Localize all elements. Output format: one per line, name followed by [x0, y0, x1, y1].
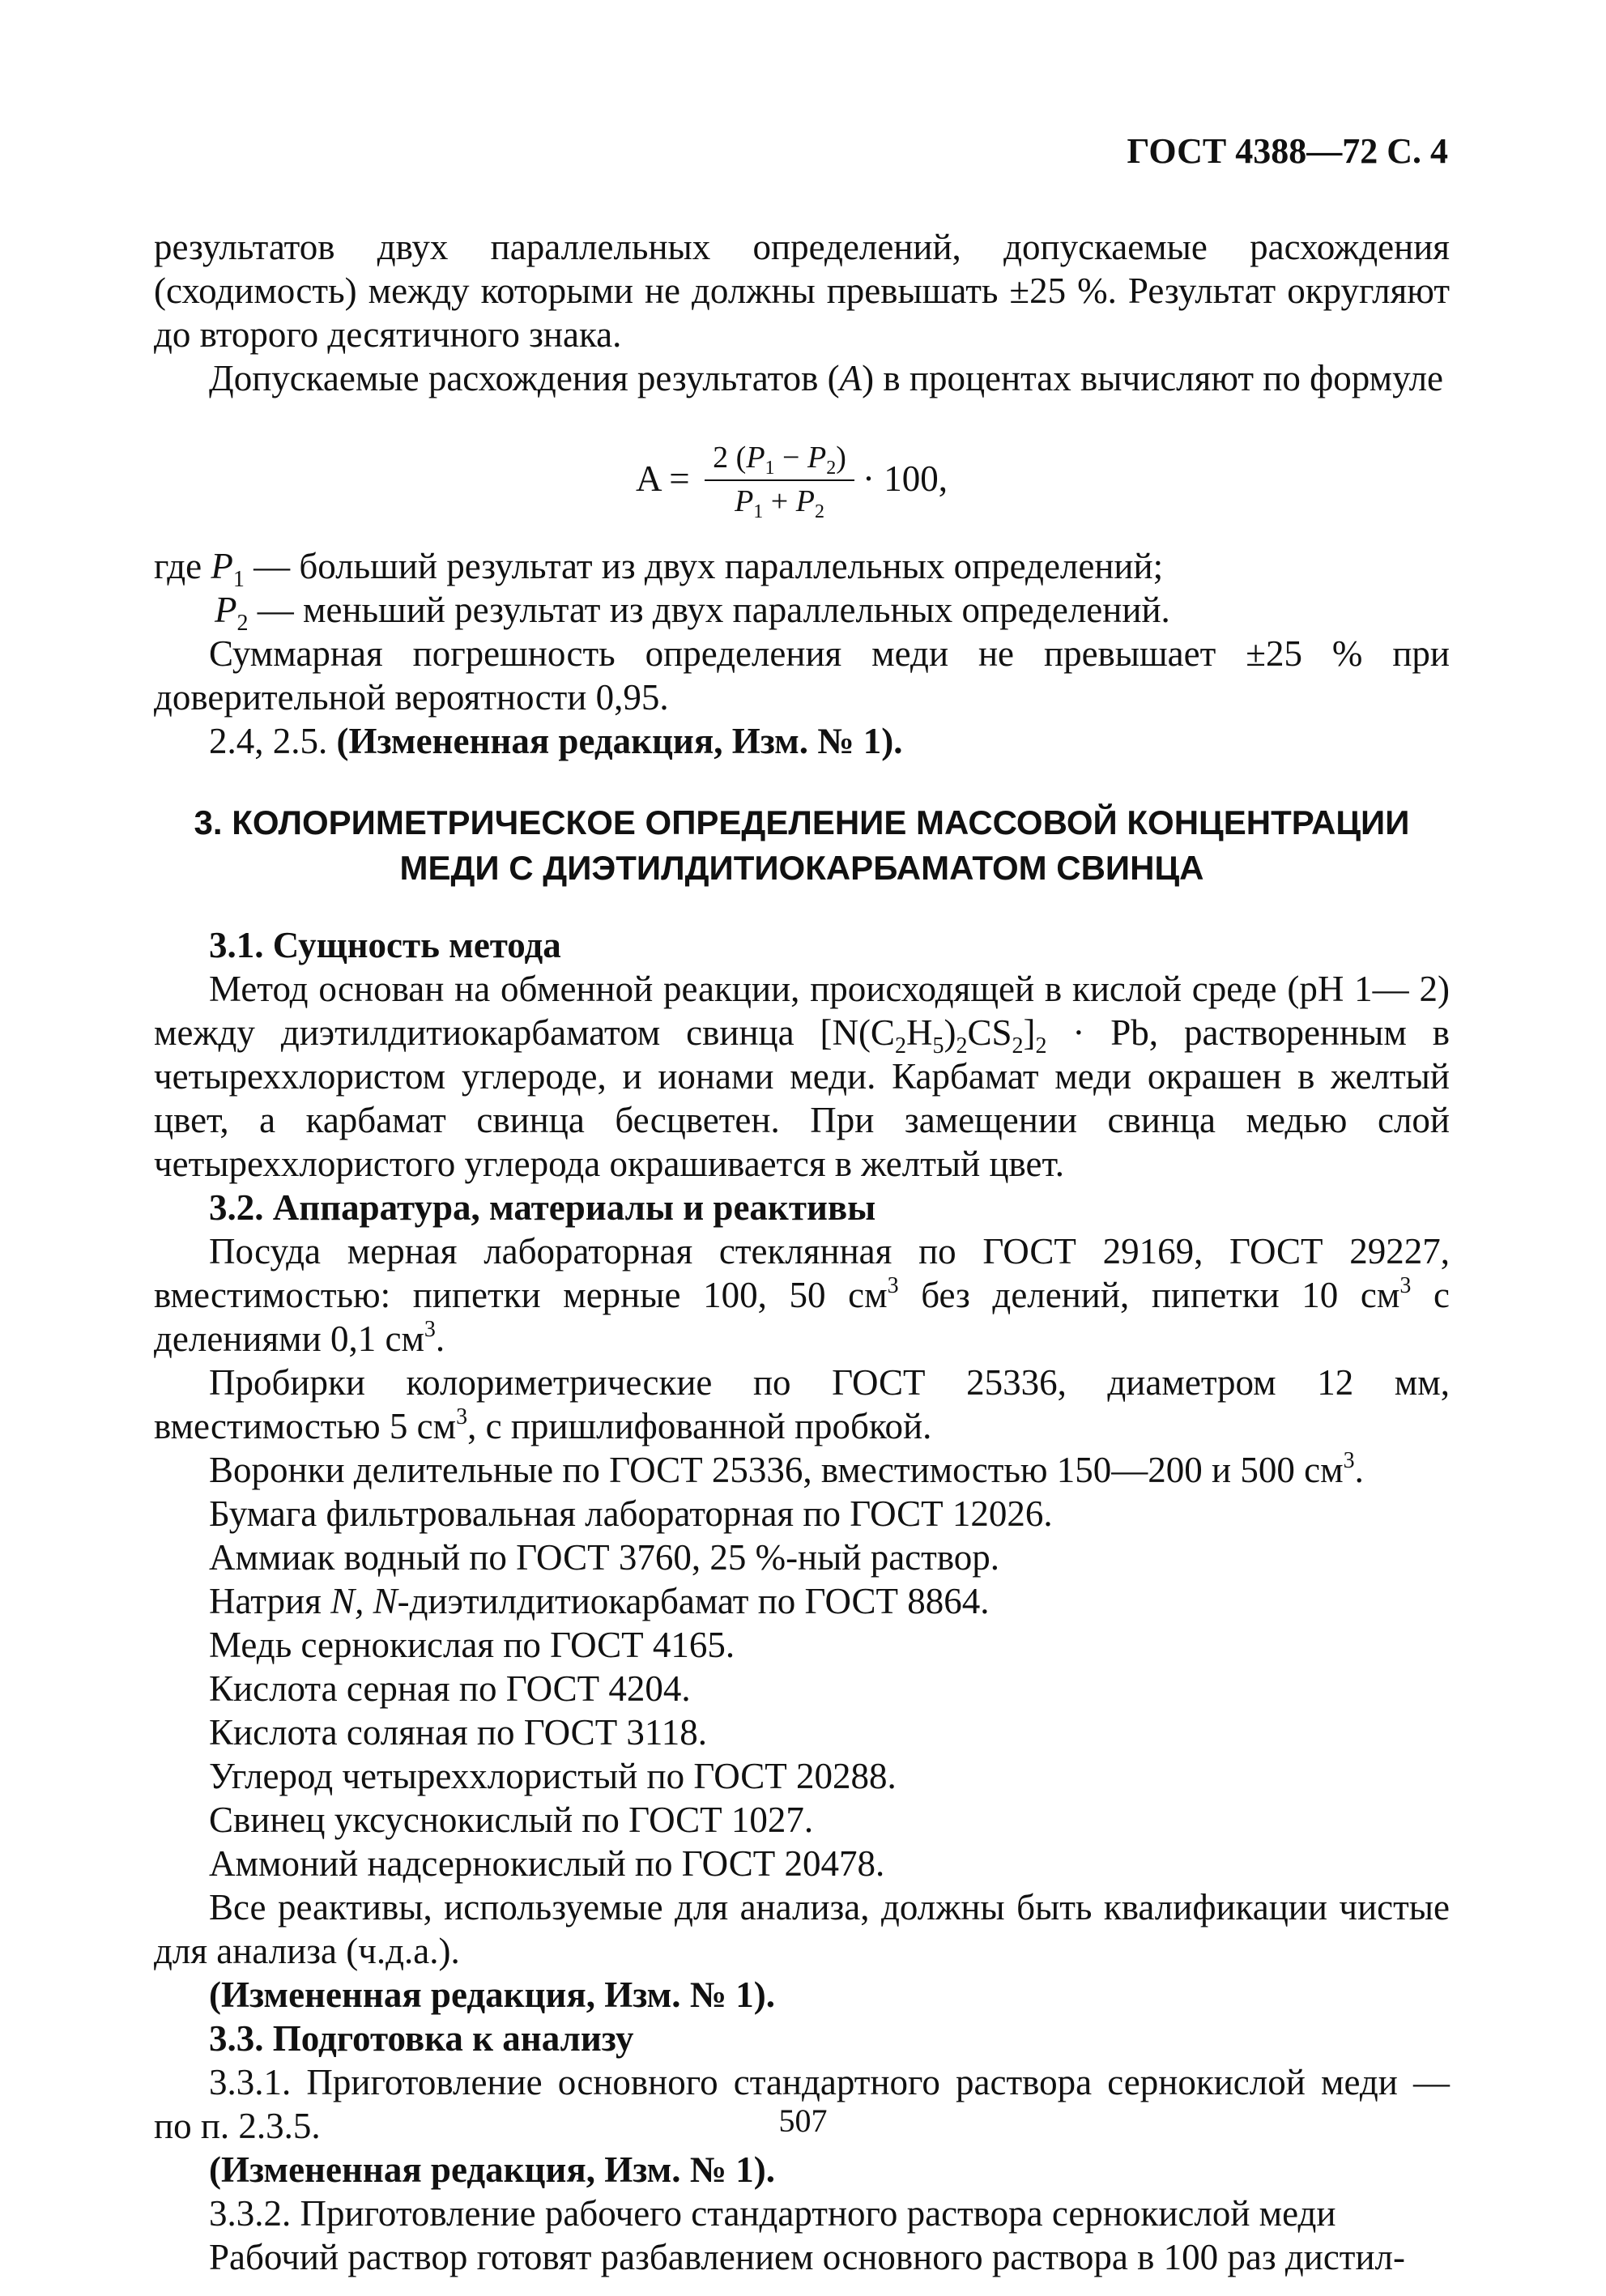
paragraph-3-3-1: 3.3.1. Приготовление основного стандартного раствора сернокислой меди — по п. 2.3.5.	[154, 2062, 1450, 2146]
paragraph-3-3-2-body: Рабочий раствор готовят разбавлением основного раствора в 100 раз дистил-	[209, 2237, 1405, 2277]
section-3-title: 3. КОЛОРИМЕТРИЧЕСКОЕ ОПРЕДЕЛЕНИЕ МАССОВОЙ КОНЦЕНТРАЦИИ МЕДИ С ДИЭТИЛДИТИОКАРБАМАТОМ СВИНЦА	[194, 803, 1410, 887]
formula-lhs: A =	[636, 458, 690, 499]
subsection-3-3-heading: 3.3. Подготовка к анализу	[209, 2018, 634, 2059]
intro-paragraph: результатов двух параллельных определений, допускаемые расхождения (сходимость) между которыми не должны превышать ±25 %. Результат округляют до второго десятичного знака.	[154, 227, 1450, 355]
formula-denominator: $P_1 + P_2$	[735, 484, 824, 522]
reagents-grade-paragraph: Все реактивы, используемые для анализа, должны быть квалификации чистые для анализа (ч.д.а.).	[154, 1887, 1450, 1971]
page-number: 507	[778, 2102, 828, 2139]
reagent-item: Медь сернокислая по ГОСТ 4165.	[209, 1625, 735, 1665]
subsection-3-2-heading: 3.2. Аппаратура, материалы и реактивы	[209, 1187, 876, 1228]
error-paragraph: Суммарная погрешность определения меди не превышает ±25 % при доверительной вероятности 0,95.	[154, 633, 1450, 718]
change-note-3: (Измененная редакция, Изм. № 1).	[209, 2149, 776, 2190]
reagent-item: Углерод четыреххлористый по ГОСТ 20288.	[209, 1756, 897, 1796]
reagent-item: Кислота соляная по ГОСТ 3118.	[209, 1712, 708, 1753]
change-note-1: 2.4, 2.5. (Измененная редакция, Изм. № 1).	[209, 721, 903, 761]
reagent-item: Натрия N, N-диэтилдитиокарбамат по ГОСТ 8864.	[209, 1581, 990, 1621]
reagent-item: Аммиак водный по ГОСТ 3760, 25 %-ный раствор.	[209, 1537, 1000, 1578]
reagent-item: Свинец уксуснокислый по ГОСТ 1027.	[209, 1800, 814, 1840]
change-note-2: (Измененная редакция, Изм. № 1).	[209, 1974, 776, 2015]
funnels-paragraph: Воронки делительные по ГОСТ 25336, вместимостью 150—200 и 500 $см^3$.	[209, 1448, 1364, 1490]
reagent-item: Бумага фильтровальная лабораторная по ГОСТ 12026.	[209, 1493, 1053, 1534]
formula-numerator: 2 $(P_1 - P_2)$	[705, 439, 854, 481]
reagent-item: Кислота серная по ГОСТ 4204.	[209, 1668, 691, 1709]
where-p2: $P_2$ — меньший результат из двух параллельных определений.	[215, 590, 1170, 636]
variable-a: А	[839, 358, 863, 398]
method-paragraph: Метод основан на обменной реакции, происходящей в кислой среде (pH 1— 2) между диэтилдитиокарбаматом свинца $[N(C_2H_5)_2CS_2]_2 \cdot Pb$, растворенным в четыреххлористом углероде, и ионами меди. Карбамат меди окрашен в желтый цвет, а карбамат свинца бесцветен. При замещении свинца медью слой четыреххлористого углерода окрашивается в желтый цвет.	[154, 969, 1450, 1184]
page-header: ГОСТ 4388—72 С. 4	[1127, 131, 1448, 171]
where-p1: где $P_1$ — больший результат из двух параллельных определений;	[154, 546, 1164, 592]
intro-block	[154, 225, 1450, 400]
paragraph-3-3-2: 3.3.2. Приготовление рабочего стандартного раствора сернокислой меди	[209, 2193, 1336, 2234]
formula-fraction	[705, 439, 854, 522]
glassware-paragraph: Посуда мерная лабораторная стеклянная по ГОСТ 29169, ГОСТ 29227, вместимостью: пипетки мерные 100, 50 $см^3$ без делений, пипетки 10 $см^3$ с делениями 0,1 $см^3$.	[154, 1231, 1450, 1359]
subsection-3-1-heading: 3.1. Сущность метода	[209, 925, 561, 965]
tubes-paragraph: Пробирки колориметрические по ГОСТ 25336, диаметром 12 мм, вместимостью 5 $см^3$, с пришлифованной пробкой.	[154, 1362, 1450, 1446]
formula-rhs: · 100,	[863, 458, 948, 499]
tolerance-paragraph: Допускаемые расхождения результатов (А) в процентах вычисляют по формуле	[209, 358, 1444, 398]
tolerance-formula	[628, 431, 968, 536]
reagent-item: Аммоний надсернокислый по ГОСТ 20478.	[209, 1843, 885, 1884]
where-block	[154, 544, 1450, 763]
section-3-body	[154, 923, 1450, 2279]
